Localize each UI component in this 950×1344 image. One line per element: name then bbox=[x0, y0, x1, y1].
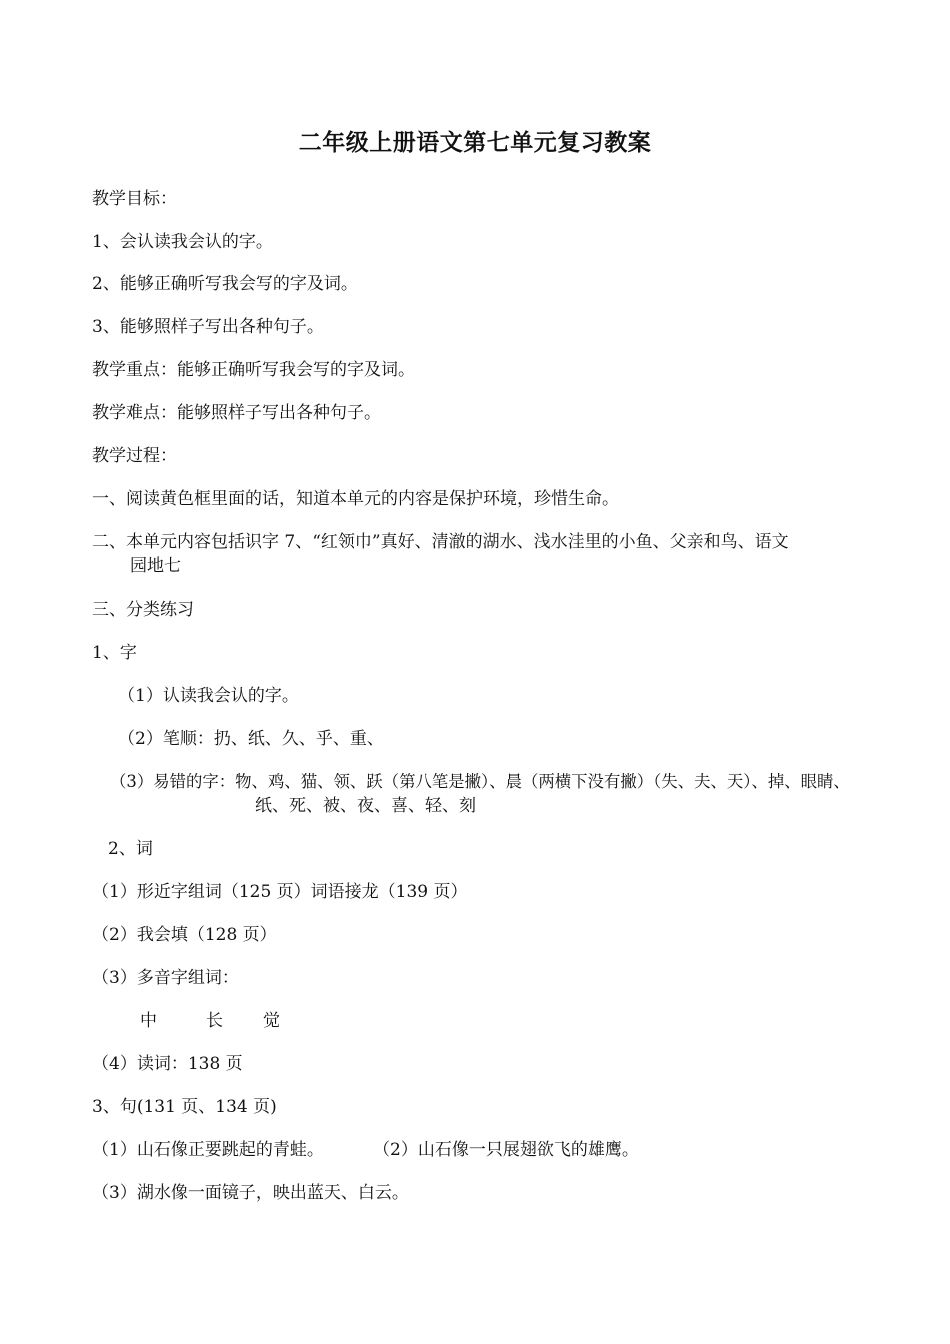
char-item-1: （1）认读我会认的字。 bbox=[118, 686, 299, 706]
word-item-2: （2）我会填（128 页） bbox=[92, 925, 277, 945]
step-2-line-2: 园地七 bbox=[130, 556, 181, 576]
polyphonic-char: 觉 bbox=[263, 1011, 280, 1031]
polyphonic-char: 中 bbox=[140, 1011, 157, 1031]
step-3-line: 三、分类练习 bbox=[92, 600, 194, 620]
word-item-4: （4）读词：138 页 bbox=[92, 1054, 243, 1074]
char-item-3-line-2: 纸、死、被、夜、喜、轻、刻 bbox=[255, 796, 476, 816]
word-item-1: （1）形近字组词（125 页）词语接龙（139 页） bbox=[92, 882, 468, 902]
char-item-2: （2）笔顺：扔、纸、久、乎、重、 bbox=[118, 729, 384, 749]
word-item-3: （3）多音字组词： bbox=[92, 968, 239, 988]
difficulty-line: 教学难点：能够照样子写出各种句子。 bbox=[92, 403, 381, 423]
char-section-heading: 1、字 bbox=[92, 643, 137, 663]
page-title: 二年级上册语文第七单元复习教案 bbox=[298, 130, 652, 156]
sentence-section-heading: 3、句(131 页、134 页) bbox=[92, 1097, 277, 1117]
goals-heading: 教学目标： bbox=[92, 189, 177, 209]
key-point-line: 教学重点：能够正确听写我会写的字及词。 bbox=[92, 360, 415, 380]
goal-item-3: 3、能够照样子写出各种句子。 bbox=[92, 317, 324, 337]
process-heading: 教学过程： bbox=[92, 446, 177, 466]
sentence-item-1: （1）山石像正要跳起的青蛙。 bbox=[92, 1140, 324, 1160]
char-item-3-line-1: （3）易错的字：物、鸡、猫、领、跃（第八笔是撇）、晨（两横下没有撇）（失、夫、天）、掉、眼睛、 bbox=[110, 772, 850, 791]
step-2-line-1: 二、本单元内容包括识字 7、“红领巾”真好、清澈的湖水、浅水洼里的小鱼、父亲和鸟、语文 bbox=[92, 532, 789, 552]
word-section-heading: 2、词 bbox=[108, 839, 153, 859]
step-1-line: 一、阅读黄色框里面的话，知道本单元的内容是保护环境，珍惜生命。 bbox=[92, 489, 619, 509]
goal-item-2: 2、能够正确听写我会写的字及词。 bbox=[92, 274, 358, 294]
sentence-item-2: （2）山石像一只展翅欲飞的雄鹰。 bbox=[373, 1140, 639, 1160]
goal-item-1: 1、会认读我会认的字。 bbox=[92, 232, 273, 252]
sentence-item-3: （3）湖水像一面镜子，映出蓝天、白云。 bbox=[92, 1183, 409, 1203]
polyphonic-char: 长 bbox=[206, 1011, 223, 1031]
